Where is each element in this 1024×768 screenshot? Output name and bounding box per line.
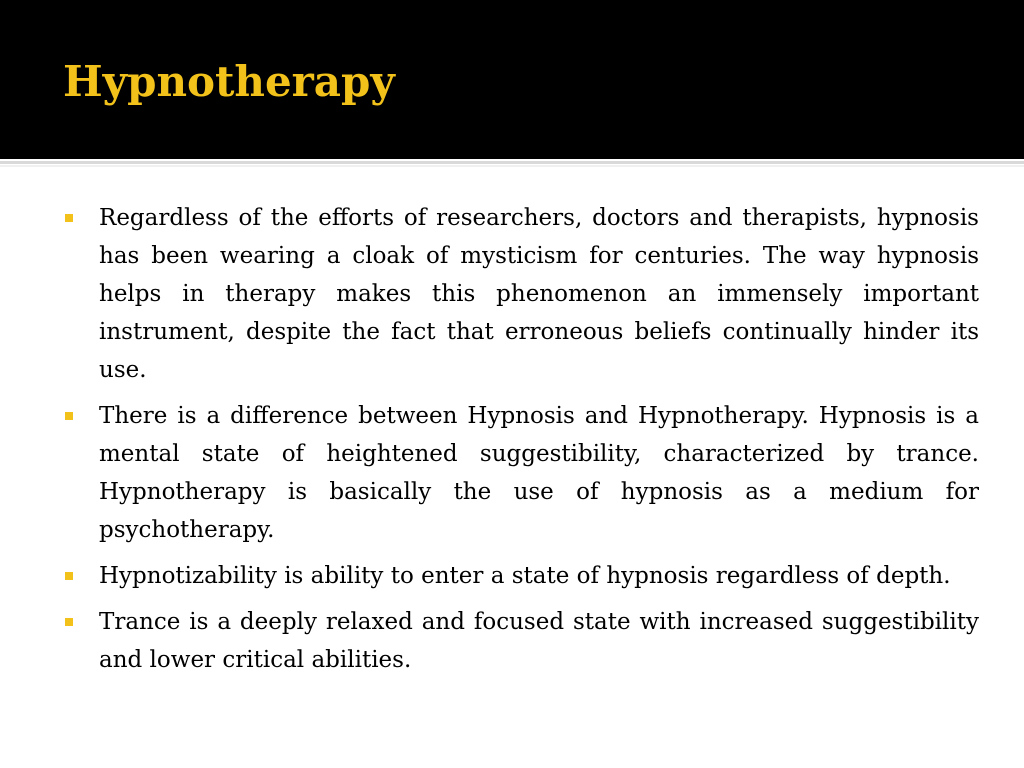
bullet-item-1 (62, 199, 979, 389)
bullet-text: Hypnotizability is ability to enter a state of hypnosis regardless of depth. (99, 563, 951, 589)
title-divider-shadow (0, 165, 1024, 167)
bullet-text: There is a difference between Hypnosis and Hypnotherapy. Hypnosis is a mental state of heightened suggestibility, characterized by trance. Hypnotherapy is basically the use of hypnosis as a medium for psychotherapy. (99, 403, 979, 543)
bullet-text: Regardless of the efforts of researchers, doctors and therapists, hypnosis has been wearing a cloak of mysticism for centuries. The way hypnosis helps in therapy makes this phenomenon an immensely important instrument, despite the fact that erroneous beliefs continually hinder its use. (99, 205, 979, 383)
title-bar (0, 0, 1024, 159)
bullet-text: Trance is a deeply relaxed and focused state with increased suggestibility and lower critical abilities. (99, 609, 979, 673)
bullet-list (62, 199, 979, 687)
square-bullet-icon (65, 214, 73, 222)
square-bullet-icon (65, 412, 73, 420)
bullet-item-3 (62, 557, 979, 595)
square-bullet-icon (65, 572, 73, 580)
square-bullet-icon (65, 618, 73, 626)
bullet-item-4 (62, 603, 979, 679)
title-divider (0, 161, 1024, 164)
bullet-item-2 (62, 397, 979, 549)
slide-title: Hypnotherapy (63, 57, 395, 106)
